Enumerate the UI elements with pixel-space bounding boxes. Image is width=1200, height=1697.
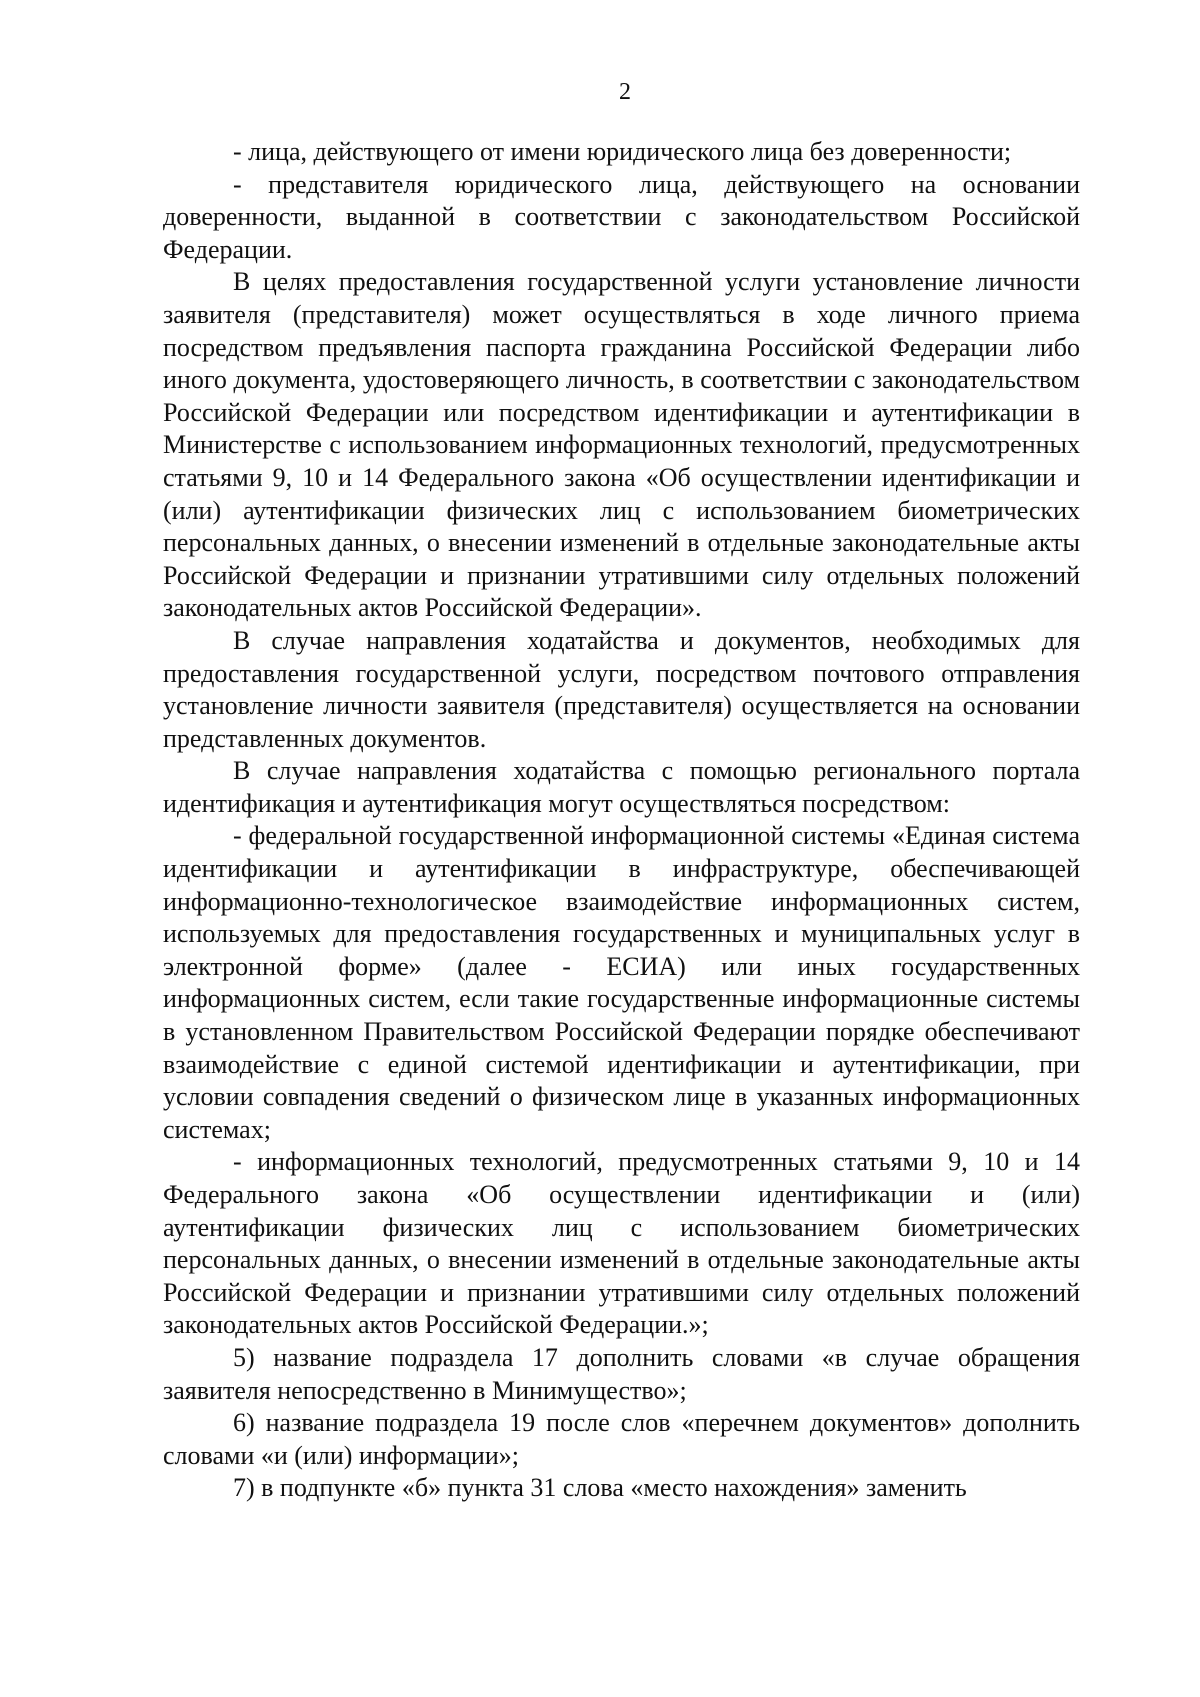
paragraph-esia: - федеральной государственной информационной системы «Единая система идентификации и аутентификации в инфраструктуре, обеспечивающей информационно-технологическое взаимодействие информационных систем, используемых для предоставления государственных и муниципальных услуг в электронной форме» (далее - ЕСИА) или иных государственных информационных систем, если такие государственные информационные системы в установленном Правительством Российской Федерации порядке обеспечивают взаимодействие с единой системой идентификации и аутентификации, при условии совпадения сведений о физическом лице в указанных информационных системах;	[163, 821, 1080, 1144]
paragraph-legal-entity-representative: - представителя юридического лица, действующего на основании доверенности, выданной в соответствии с законодательством Российской Федерации.	[163, 169, 1080, 264]
paragraph-item-6: 6) название подраздела 19 после слов «перечнем документов» дополнить словами «и (или) информации»;	[163, 1408, 1080, 1470]
paragraph-postal-submission: В случае направления ходатайства и документов, необходимых для предоставления государственной услуги, посредством почтового отправления установление личности заявителя (представителя) осуществляется на основании представленных документов.	[163, 625, 1080, 753]
page-number: 2	[619, 79, 631, 105]
paragraph-item-5: 5) название подраздела 17 дополнить словами «в случае обращения заявителя непосредственно в Минимущество»;	[163, 1342, 1080, 1405]
paragraph-information-technologies: - информационных технологий, предусмотренных статьями 9, 10 и 14 Федерального закона «Об осуществлении идентификации и (или) аутентификации физических лиц с использованием биометрических персональных данных, о внесении изменений в отдельные законодательные акты Российской Федерации и признании утратившими силу отдельных положений законодательных актов Российской Федерации.»;	[163, 1147, 1080, 1340]
paragraph-regional-portal: В случае направления ходатайства с помощью регионального портала идентификация и аутентификация могут осуществляться посредством:	[163, 756, 1080, 818]
paragraph-legal-entity-without-proxy: - лица, действующего от имени юридического лица без доверенности;	[233, 137, 1012, 166]
paragraph-identity-establishment: В целях предоставления государственной услуги установление личности заявителя (представителя) может осуществляться в ходе личного приема посредством предъявления паспорта гражданина Российской Федерации либо иного документа, удостоверяющего личность, в соответствии с законодательством Российской Федерации или посредством идентификации и аутентификации в Министерстве с использованием информационных технологий, предусмотренных статьями 9, 10 и 14 Федерального закона «Об осуществлении идентификации и (или) аутентификации физических лиц с использованием биометрических персональных данных, о внесении изменений в отдельные законодательные акты Российской Федерации и признании утратившими силу отдельных положений законодательных актов Российской Федерации».	[163, 267, 1080, 623]
document-body	[163, 136, 1080, 1505]
paragraph-item-7: 7) в подпункте «б» пункта 31 слова «место нахождения» заменить	[233, 1473, 967, 1503]
